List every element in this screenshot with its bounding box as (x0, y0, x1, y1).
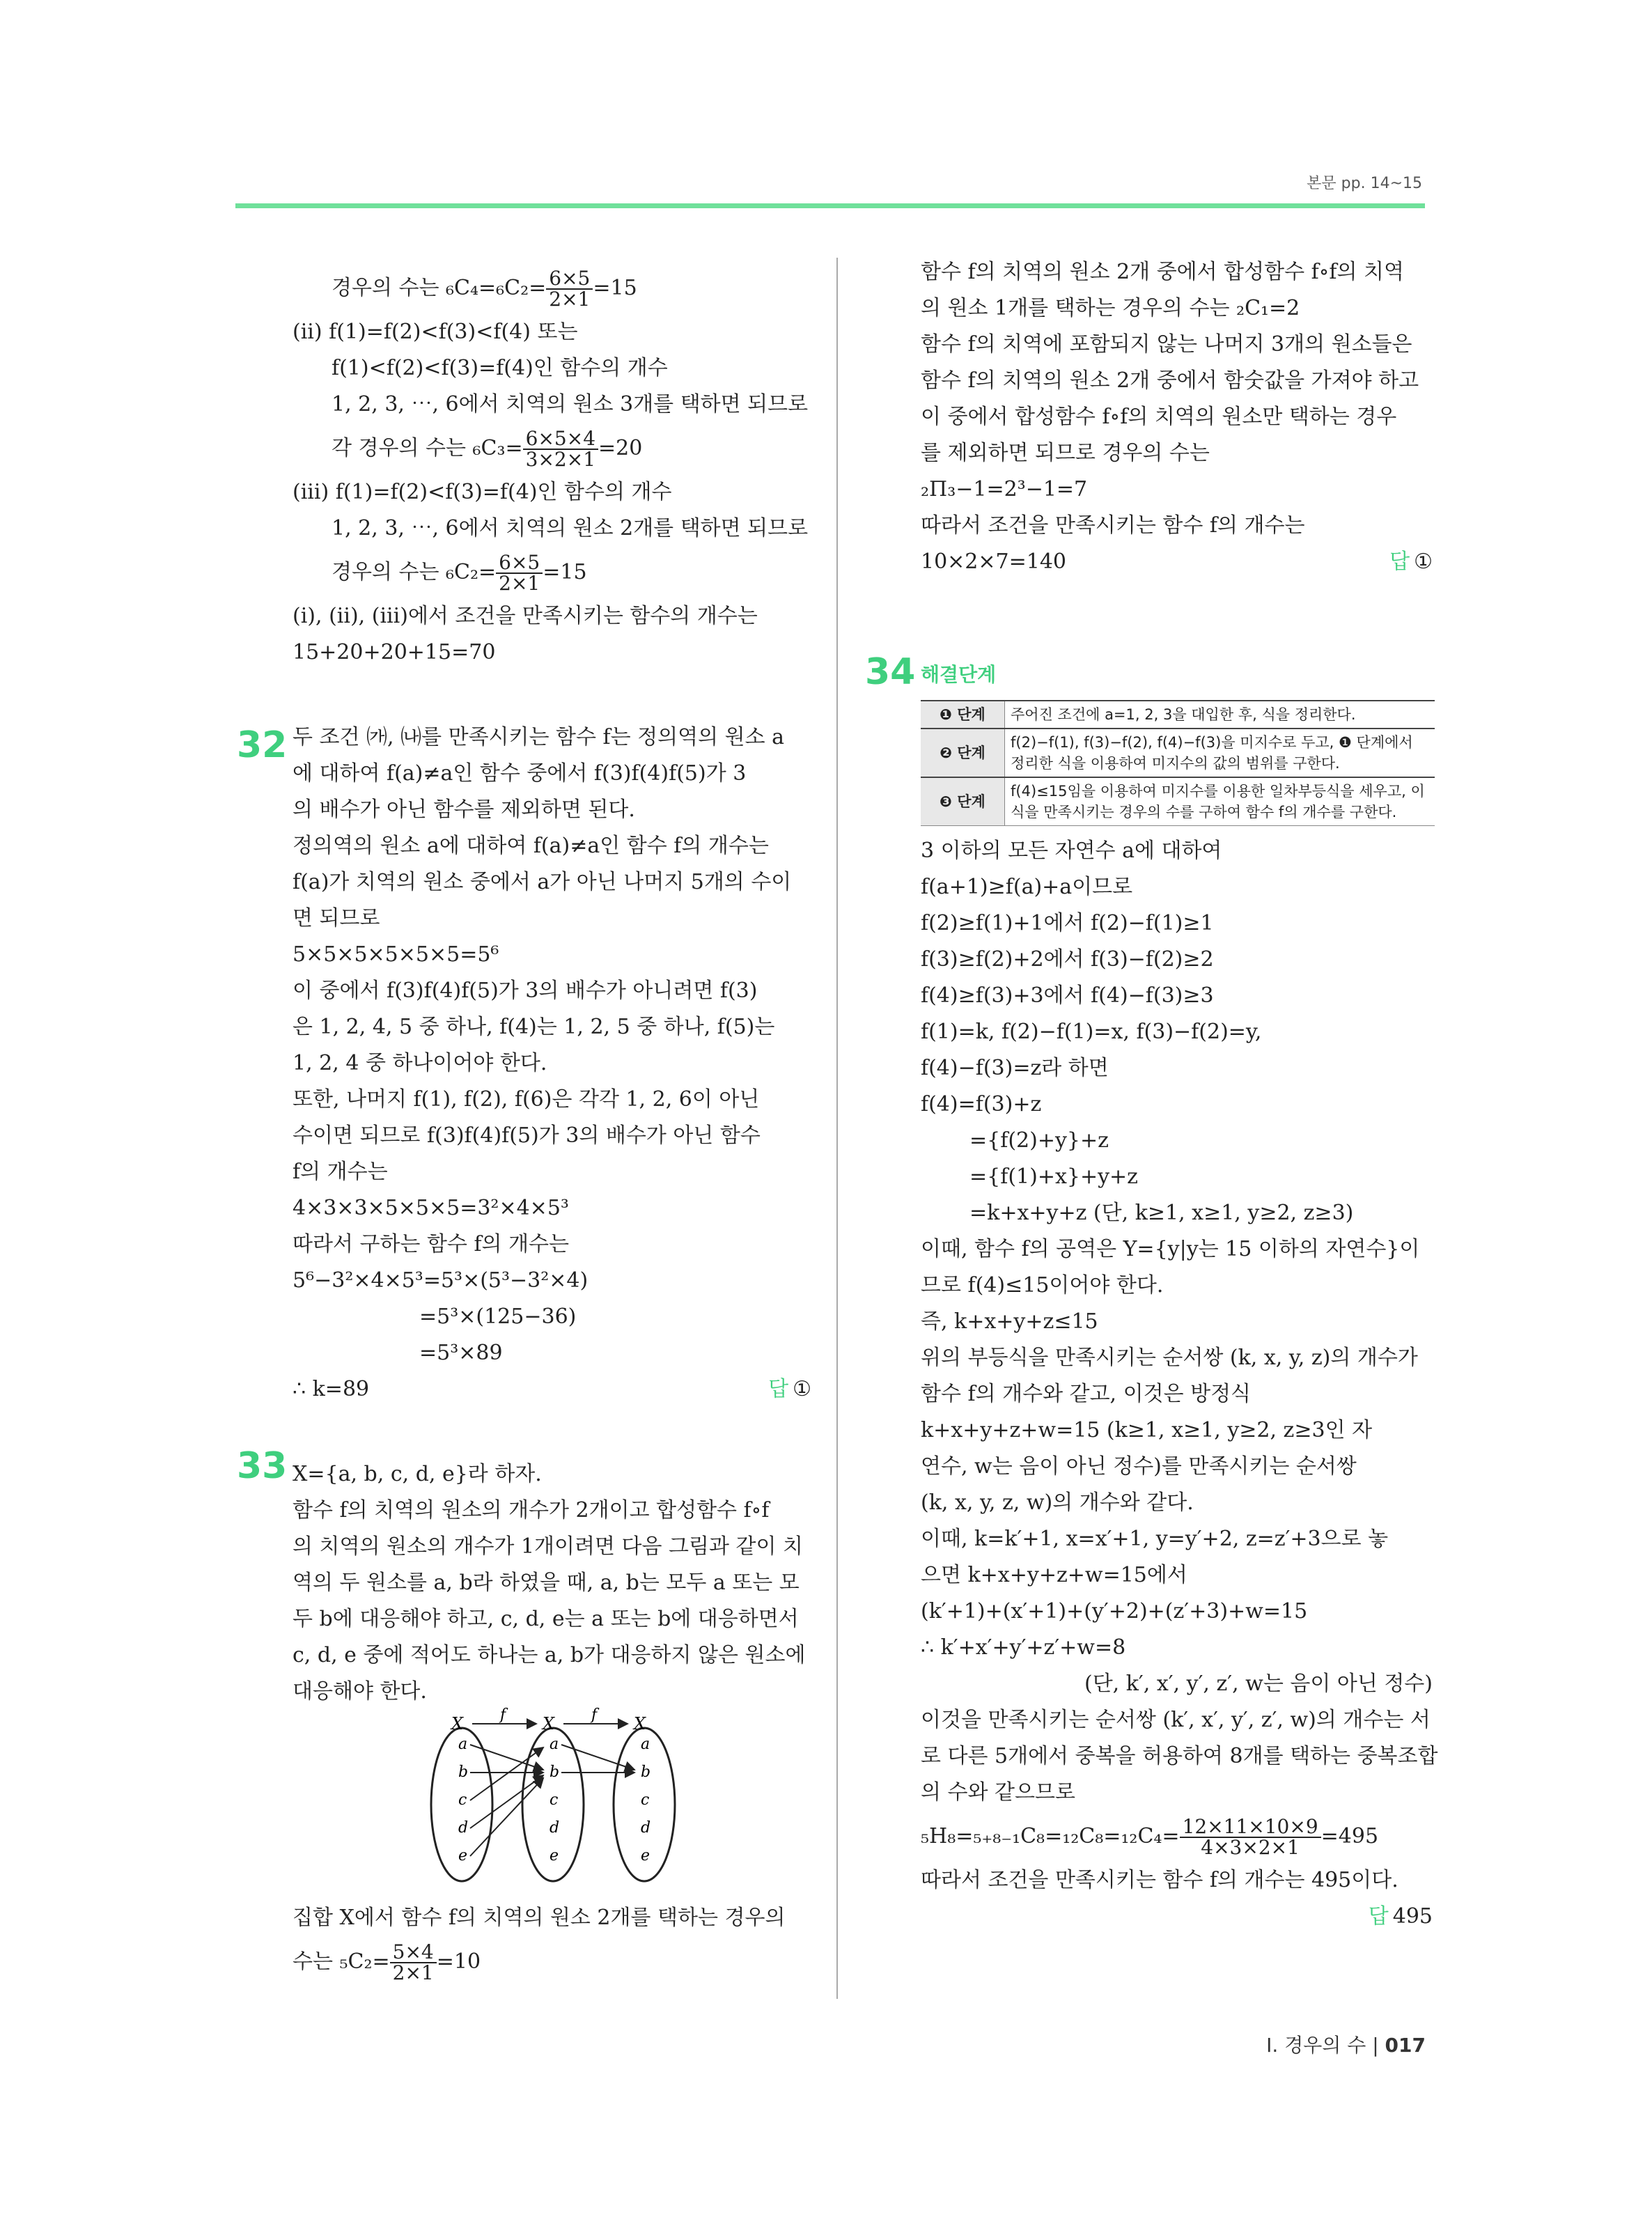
map-label: f (591, 1706, 598, 1724)
text-line: f(4)−f(3)=z라 하면 (921, 1056, 1109, 1080)
answer: 답 ① (1389, 550, 1433, 574)
fraction: $\frac{12\times 11\times 10\times 9}{4\times 3\times 2\times 1}$ (1180, 1817, 1321, 1858)
element-d: d (550, 1819, 560, 1837)
element-b: b (550, 1763, 560, 1781)
table-row (921, 777, 1435, 826)
set-label: X (543, 1714, 555, 1734)
element-a: a (550, 1736, 559, 1753)
text-line: 의 치역의 원소의 개수가 1개이려면 다음 그림과 같이 치 (293, 1534, 803, 1559)
fraction: $\frac{5\times 4}{2\times 1}$ (390, 1942, 437, 1983)
table-row (921, 701, 1435, 729)
mapping-arrow (470, 1775, 543, 1828)
footer-separator: | (1372, 2034, 1379, 2057)
solution-steps-table (921, 700, 1435, 826)
text-line: 정의역의 원소 a에 대하여 f(a)≠a인 함수 f의 개수는 (293, 834, 769, 858)
text-line: f(1)<f(2)<f(3)=f(4)인 함수의 개수 (332, 356, 668, 380)
fraction: $\frac{6\times 5}{2\times 1}$ (496, 553, 543, 593)
text-line: (iii) f(1)=f(2)<f(3)=f(4)인 함수의 개수 (293, 480, 672, 504)
text-line: 수이면 되므로 f(3)f(4)f(5)가 3의 배수가 아닌 함수 (293, 1123, 761, 1148)
text-line: ={f(1)+x}+y+z (969, 1165, 1138, 1189)
column-divider (836, 258, 838, 1999)
page-number: 017 (1385, 2034, 1426, 2057)
text-line: (단, k′, x′, y′, z′, w는 음이 아닌 정수) (1084, 1672, 1433, 1696)
text-line: f(2)≥f(1)+1에서 f(2)−f(1)≥1 (921, 911, 1214, 935)
problem-number: 32 (237, 724, 288, 766)
text-line: (k′+1)+(x′+1)+(y′+2)+(z′+3)+w=15 (921, 1599, 1308, 1623)
text-line: 10×2×7=140 답 ① (921, 544, 1433, 580)
text-line: 또한, 나머지 f(1), f(2), f(6)은 각각 1, 2, 6이 아닌 (293, 1087, 760, 1112)
text-line: 이 중에서 f(3)f(4)f(5)가 3의 배수가 아니려면 f(3) (293, 979, 758, 1003)
text-line: k+x+y+z+w=15 (k≥1, x≥1, y≥2, z≥3인 자 (921, 1418, 1373, 1442)
text-line: 의 배수가 아닌 함수를 제외하면 된다. (293, 797, 635, 822)
text-line: 역의 두 원소를 a, b라 하였을 때, a, b는 모두 a 또는 모 (293, 1571, 800, 1595)
text-line: 에 대하여 f(a)≠a인 함수 중에서 f(3)f(4)f(5)가 3 (293, 761, 747, 786)
text-line: 연수, w는 음이 아닌 정수)를 만족시키는 순서쌍 (921, 1454, 1357, 1479)
text-line: ∴ k=89 답 ① (293, 1371, 811, 1408)
text-line: 즉, k+x+y+z≤15 (921, 1309, 1098, 1334)
text-line: 1, 2, 4 중 하나이어야 한다. (293, 1051, 547, 1075)
text-line: 함수 f의 치역의 원소 2개 중에서 함숫값을 가져야 하고 (921, 368, 1419, 393)
text-line: f(1)=k, f(2)−f(1)=x, f(3)−f(2)=y, (921, 1020, 1262, 1044)
step-label: ❶ 단계 (921, 701, 1005, 729)
text-line: ={f(2)+y}+z (969, 1128, 1109, 1153)
text-line: =5³×(125−36) (419, 1305, 577, 1329)
text-line: 으면 k+x+y+z+w=15에서 (921, 1563, 1187, 1587)
text-line: f(a+1)≥f(a)+a이므로 (921, 875, 1133, 899)
text-line: 은 1, 2, 4, 5 중 하나, f(4)는 1, 2, 5 중 하나, f(5)는 (293, 1015, 775, 1039)
text-line: 수는 ₅C₂= $\frac{5\times 4}{2\times 1}$ =10 (293, 1940, 481, 1984)
text-line: f(a)가 치역의 원소 중에서 a가 아닌 나머지 5개의 수이 (293, 870, 792, 894)
element-b: b (458, 1763, 469, 1781)
text-line: 므로 f(4)≤15이어야 한다. (921, 1273, 1164, 1298)
text-line: 경우의 수는 ₆C₂= $\frac{6\times 5}{2\times 1}$ =15 (332, 551, 587, 595)
text-line: f(4)=f(3)+z (921, 1092, 1042, 1116)
text-line: 로 다른 5개에서 중복을 허용하여 8개를 택하는 중복조합 (921, 1744, 1438, 1768)
solution-steps-title: 해결단계 (921, 663, 997, 686)
step-text: 주어진 조건에 a=1, 2, 3을 대입한 후, 식을 정리한다. (1005, 701, 1435, 729)
function-mapping-diagram (293, 1706, 811, 1883)
text-line: (i), (ii), (iii)에서 조건을 만족시키는 함수의 개수는 (293, 604, 758, 628)
element-a: a (641, 1736, 650, 1753)
text-line: 5⁶−3²×4×5³=5³×(5³−3²×4) (293, 1268, 589, 1293)
text-line: 이때, k=k′+1, x=x′+1, y=y′+2, z=z′+3으로 놓 (921, 1527, 1389, 1551)
problem-32 (293, 719, 811, 1408)
text-line: f(4)≥f(3)+3에서 f(4)−f(3)≥3 (921, 983, 1214, 1008)
step-label: ❷ 단계 (921, 729, 1005, 777)
text-line: 대응해야 한다. (293, 1679, 427, 1704)
text-line: c, d, e 중에 적어도 하나는 a, b가 대응하지 않은 원소에 (293, 1643, 806, 1667)
answer: 답 ① (768, 1377, 811, 1401)
text-line: 3 이하의 모든 자연수 a에 대하여 (921, 839, 1222, 863)
text-line: 함수 f의 치역의 원소의 개수가 2개이고 합성함수 f∘f (293, 1498, 770, 1523)
problem-33 (293, 1456, 811, 1988)
text-line: ₂Π₃−1=2³−1=7 (921, 477, 1088, 501)
set-label: X (451, 1714, 464, 1734)
text-line: f의 개수는 (293, 1160, 388, 1184)
text-line: 각 경우의 수는 ₆C₃= $\frac{6\times 5\times 4}{3\times 2\times 1}$ =20 (332, 427, 643, 471)
element-c: c (550, 1791, 559, 1809)
text-line: 를 제외하면 되므로 경우의 수는 (921, 441, 1210, 465)
text-line: 의 수와 같으므로 (921, 1780, 1075, 1805)
text-line: 면 되므로 (293, 906, 380, 930)
text-line: 따라서 조건을 만족시키는 함수 f의 개수는 (921, 513, 1305, 538)
table-row (921, 729, 1435, 777)
element-e: e (550, 1847, 559, 1864)
text-line: 위의 부등식을 만족시키는 순서쌍 (k, x, y, z)의 개수가 (921, 1346, 1418, 1370)
element-e: e (641, 1847, 650, 1864)
text-line: ₅H₈=₅₊₈₋₁C₈=₁₂C₈=₁₂C₄= $\frac{12\times 11\times 10\times 9}{4\times 3\times 2\times 1}$ =495 (921, 1815, 1379, 1859)
text-line: =5³×89 (419, 1341, 503, 1365)
fraction: $\frac{6\times 5\times 4}{3\times 2\times 1}$ (523, 429, 598, 469)
answer: 답 495 (1368, 1904, 1433, 1929)
right-column (921, 254, 1438, 1935)
text-line: ∴ k′+x′+y′+z′+w=8 (921, 1635, 1126, 1660)
element-d: d (458, 1819, 469, 1837)
text-line: 15+20+20+15=70 (293, 640, 496, 664)
page-footer (1266, 2030, 1426, 2058)
text-line: 1, 2, 3, ⋯, 6에서 치역의 원소 2개를 택하면 되므로 (332, 516, 809, 540)
step-text: f(2)−f(1), f(3)−f(2), f(4)−f(3)을 미지수로 두고, ❶ 단계에서 정리한 식을 이용하여 미지수의 값의 범위를 구한다. (1005, 729, 1435, 777)
element-c: c (458, 1791, 467, 1809)
set-label: X (634, 1714, 646, 1734)
text-line: 따라서 구하는 함수 f의 개수는 (293, 1232, 570, 1256)
step-text: f(4)≤15임을 이용하여 미지수를 이용한 일차부등식을 세우고, 이 식을 만족시키는 경우의 수를 구하여 함수 f의 개수를 구한다. (1005, 777, 1435, 826)
text-line: 경우의 수는 ₆C₄=₆C₂= $\frac{6\times 5}{2\times 1}$ =15 (332, 267, 637, 311)
left-column (293, 263, 811, 1988)
text-line: 두 b에 대응해야 하고, c, d, e는 a 또는 b에 대응하면서 (293, 1607, 799, 1631)
element-b: b (641, 1763, 651, 1781)
text-line: 두 조건 ㈎, ㈏를 만족시키는 함수 f는 정의역의 원소 a (293, 725, 784, 749)
problem-number: 33 (237, 1445, 288, 1487)
chapter-label: Ⅰ. 경우의 수 (1266, 2034, 1366, 2057)
text-line: 5×5×5×5×5×5=5⁶ (293, 942, 499, 967)
step-label: ❸ 단계 (921, 777, 1005, 826)
problem-number: 34 (865, 651, 916, 693)
text-line: 따라서 조건을 만족시키는 함수 f의 개수는 495이다. (921, 1868, 1398, 1892)
text-line: (ii) f(1)=f(2)<f(3)<f(4) 또는 (293, 320, 578, 344)
text-line: 이 중에서 합성함수 f∘f의 치역의 원소만 택하는 경우 (921, 405, 1397, 429)
text-line: 함수 f의 개수와 같고, 이것은 방정식 (921, 1382, 1252, 1406)
page-header-ref: 본문 pp. 14~15 (1307, 175, 1422, 192)
element-c: c (641, 1791, 650, 1809)
text-line: 4×3×3×5×5×5=3²×4×5³ (293, 1196, 569, 1220)
text-line: 함수 f의 치역에 포함되지 않는 나머지 3개의 원소들은 (921, 332, 1412, 357)
element-a: a (458, 1736, 468, 1753)
element-d: d (641, 1819, 651, 1837)
map-label: f (500, 1706, 506, 1724)
text-line: 의 원소 1개를 택하는 경우의 수는 ₂C₁=2 (921, 296, 1300, 320)
text-line: X={a, b, c, d, e}라 하자. (293, 1462, 542, 1486)
text-line: 1, 2, 3, ⋯, 6에서 치역의 원소 3개를 택하면 되므로 (332, 392, 809, 416)
text-line: f(3)≥f(2)+2에서 f(3)−f(2)≥2 (921, 947, 1214, 972)
mapping-arrow (470, 1747, 543, 1800)
element-e: e (458, 1847, 468, 1864)
mapping-arrow (470, 1778, 543, 1856)
text-line: 이때, 함수 f의 공역은 Y={y|y는 15 이하의 자연수}이 (921, 1237, 1420, 1261)
text-line: 이것을 만족시키는 순서쌍 (k′, x′, y′, z′, w)의 개수는 서 (921, 1708, 1431, 1732)
text-line: =k+x+y+z (단, k≥1, x≥1, y≥2, z≥3) (969, 1201, 1354, 1225)
header-rule (235, 203, 1425, 208)
fraction: $\frac{6\times 5}{2\times 1}$ (546, 269, 593, 309)
text-line: 집합 X에서 함수 f의 치역의 원소 2개를 택하는 경우의 (293, 1906, 786, 1930)
text-line: 함수 f의 치역의 원소 2개 중에서 합성함수 f∘f의 치역 (921, 260, 1405, 284)
text-line: (k, x, y, z, w)의 개수와 같다. (921, 1490, 1194, 1515)
